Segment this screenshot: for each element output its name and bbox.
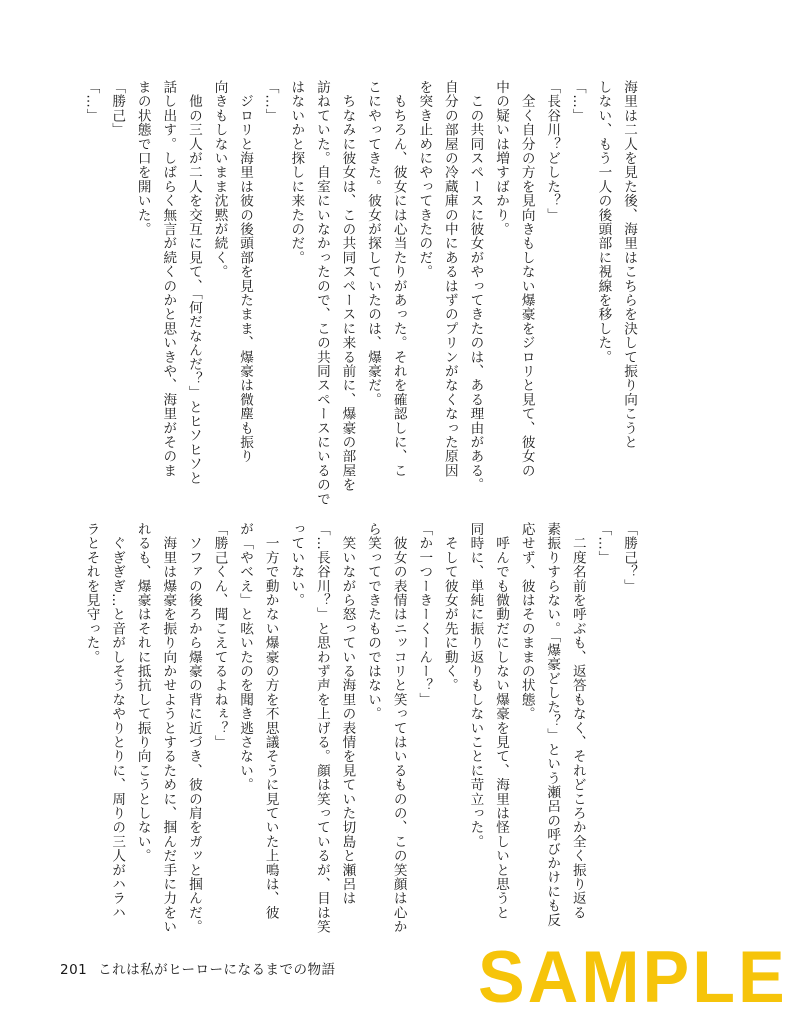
text-line: が「やべえ」と呟いたのを聞き逃さない。 [237, 522, 254, 792]
page-footer [60, 958, 342, 978]
text-line: こにやってきた。彼女が探していたのは、爆豪だ。 [365, 80, 382, 407]
text-line: 同時に、単純に振り返りもしないことに苛立った。 [467, 522, 484, 849]
text-line: 笑いながら怒っている海里の表情を見ていた切島と瀬呂は [339, 522, 356, 906]
text-line: 「…」 [262, 80, 279, 123]
text-line: はないかと探しに来たのだ。 [288, 80, 305, 265]
text-line: ぐぎぎぎ…と音がしそうなやりとりに、周りの三人がハラハ [109, 522, 126, 920]
bottom-text-column [81, 522, 641, 934]
text-line: 海里は爆豪を振り向かせようとするために、掴んだ手に力をい [160, 522, 177, 934]
text-line: 「長谷川？どした？」 [544, 80, 561, 222]
text-line: 「勝己？」 [621, 522, 637, 593]
sample-watermark: SAMPLE [478, 936, 788, 1018]
text-line: 全く自分の方を見向きもしない爆豪をジロリと見て、彼女の [518, 80, 535, 478]
text-line: しない、もう一人の後頭部に視線を移した。 [595, 80, 612, 364]
text-line: 素振りすらない。「爆豪どした？」という瀬呂の呼びかけにも反 [544, 522, 561, 927]
text-line: 二度名前を呼ぶも、返答もなく、それどころか全く振り返る [569, 522, 586, 920]
text-line: 訪ねていた。自室にいなかったので、この共同スペースにいるので [313, 80, 330, 506]
text-line: 他の三人が二人を交互に見て、「何だなんだ？」とヒソヒソと [185, 80, 202, 485]
text-line: ちなみに彼女は、この共同スペースに来る前に、爆豪の部屋を [339, 80, 356, 492]
text-line: を突き止めにやってきたのだ。 [416, 80, 433, 279]
text-line: れるも、爆豪はそれに抵抗して振り向こうとしない。 [134, 522, 151, 863]
top-text-column [81, 80, 641, 506]
text-line: 「勝己」 [109, 80, 126, 137]
text-line: 応せず、彼はそのままの状態。 [518, 522, 535, 721]
text-line: そして彼女が先に動く。 [441, 522, 458, 693]
text-line: 「…」 [595, 522, 612, 565]
text-line: 彼女の表情はニッコリと笑ってはいるものの、この笑顔は心か [390, 522, 407, 934]
text-line: もちろん、彼女には心当たりがあった。それを確認しに、こ [390, 80, 407, 478]
text-line: 「…」 [569, 80, 586, 123]
text-line: まの状態で口を開いた。 [134, 80, 151, 237]
text-line: 「…長谷川？」と思わず声を上げる。顔は笑っているが、目は笑 [313, 522, 330, 934]
text-line: 中の疑いは増すばかり。 [493, 80, 510, 237]
text-line: 海里は二人を見た後、海里はこちらを決して振り向こうと [621, 80, 637, 450]
text-line: 「か一つーきーくーんー？」 [416, 522, 433, 707]
text-line: 話し出す。しばらく無言が続くのかと思いきや、海里がそのま [160, 80, 177, 478]
text-line: この共同スペースに彼女がやってきたのは、ある理由がある。 [467, 80, 484, 492]
page-number: 201 [60, 962, 88, 978]
text-line: ラとそれを見守った。 [83, 522, 100, 664]
text-line: 呼んでも微動だにしない爆豪を見て、海里は怪しいと思うと [493, 522, 510, 920]
text-line: 「…」 [83, 80, 100, 123]
text-line: 「勝己くん、聞こえてるよねぇ？」 [211, 522, 228, 750]
text-line: 自分の部屋の冷蔵庫の中にあるはずのプリンがなくなった原因 [441, 80, 458, 478]
text-line: っていない。 [288, 522, 305, 608]
text-line: 一方で動かない爆豪の方を不思議そうに見ていた上鳴は、彼 [262, 522, 279, 920]
text-line: ジロリと海里は彼の後頭部を見たまま、爆豪は微塵も振り [237, 80, 254, 464]
text-line: ソファの後ろから爆豪の背に近づき、彼の肩をガッと掴んだ。 [185, 522, 202, 934]
book-title: これは私がヒーローになるまでの物語 [98, 962, 336, 978]
text-line: 向きもしないまま沈黙が続く。 [211, 80, 228, 279]
text-line: ら笑ってできたものではない。 [365, 522, 382, 721]
